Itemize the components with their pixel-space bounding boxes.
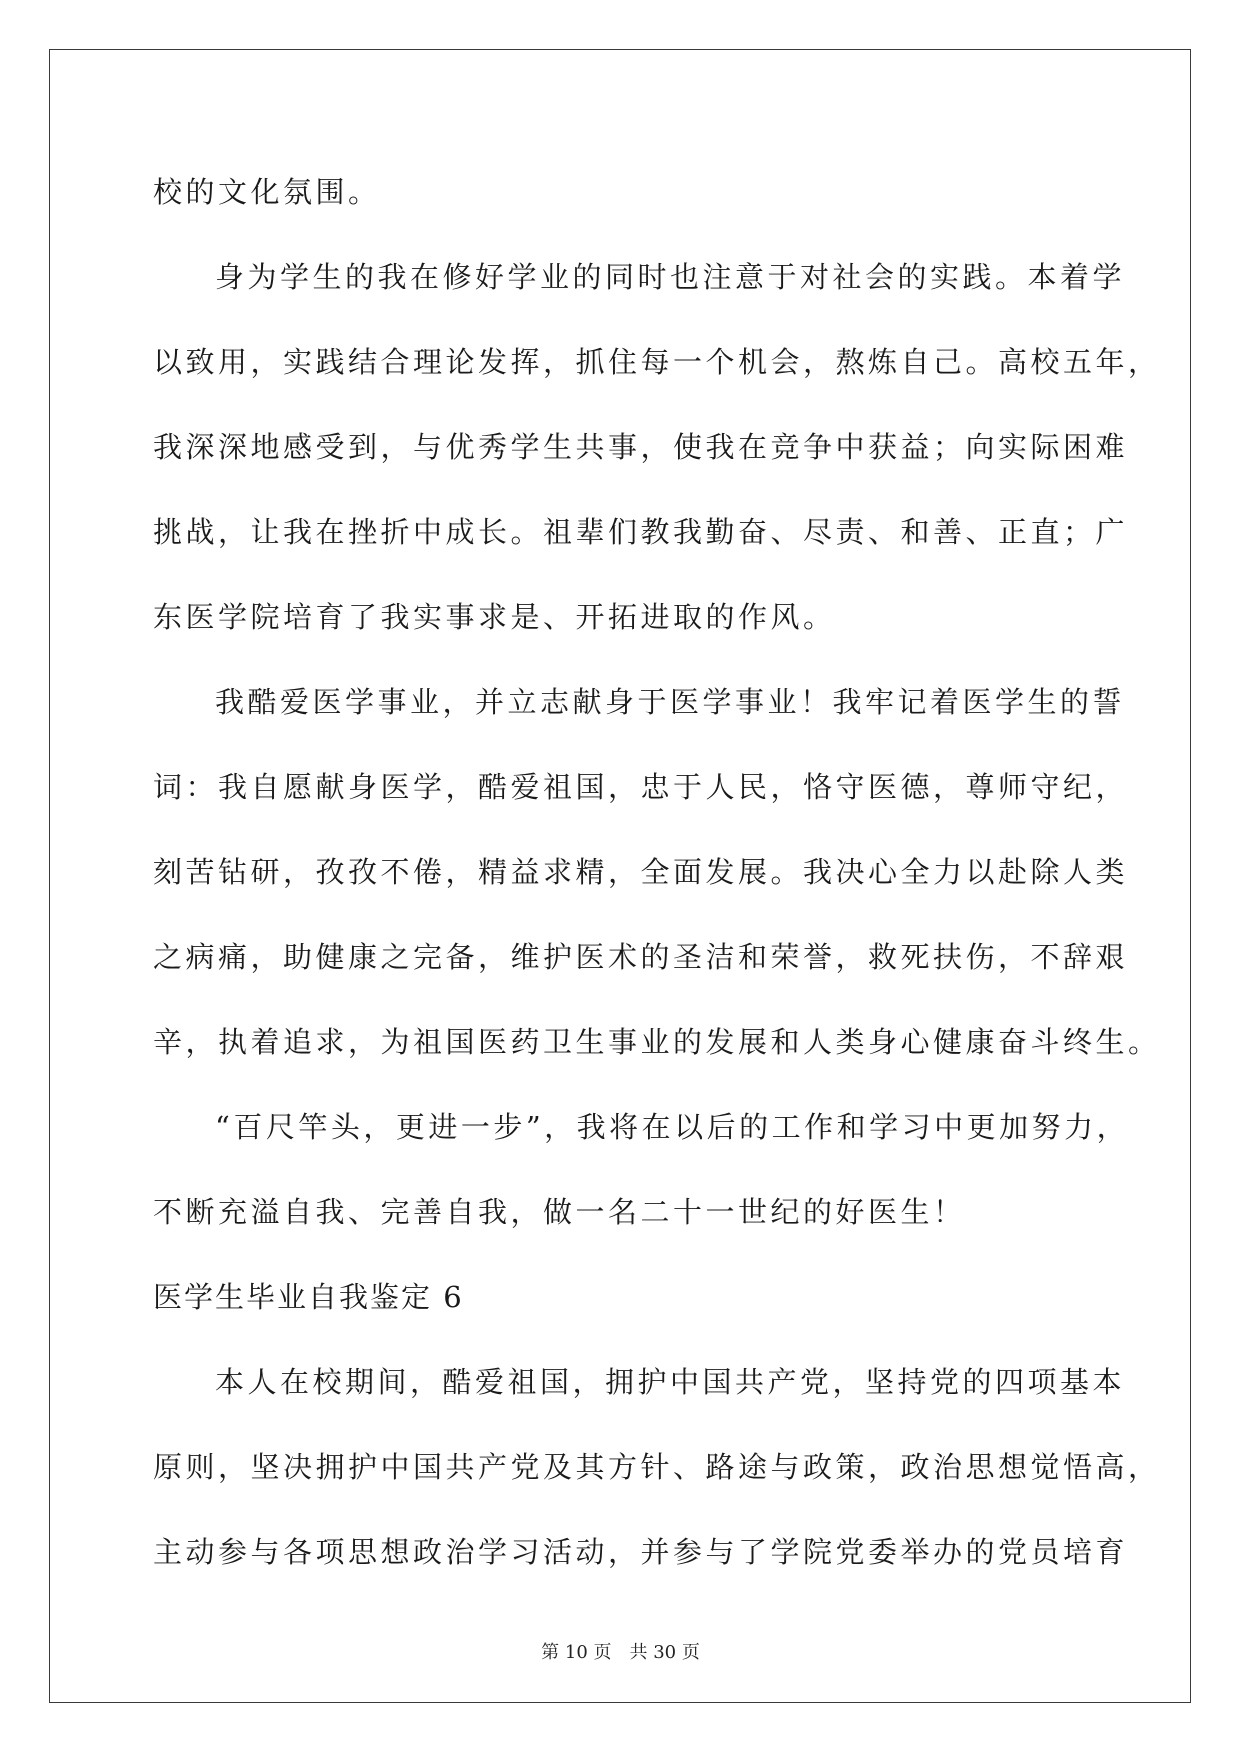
text-line: 主动参与各项思想政治学习活动，并参与了学院党委举办的党员培育: [153, 1535, 1129, 1569]
total-pages: 共 30 页: [629, 1642, 700, 1663]
text-line: 辛，执着追求，为祖国医药卫生事业的发展和人类身心健康奋斗终生。: [153, 1025, 1161, 1059]
paragraph-start: “百尺竿头，更进一步”，我将在以后的工作和学习中更加努力，: [215, 1110, 1130, 1144]
paragraph-start: 本人在校期间，酷爱祖国，拥护中国共产党，坚持党的四项基本: [215, 1365, 1126, 1399]
paragraph-start: 身为学生的我在修好学业的同时也注意于对社会的实践。本着学: [215, 260, 1126, 294]
page-footer: [0, 1638, 1241, 1664]
text-line: 词：我自愿献身医学，酷爱祖国，忠于人民，恪守医德，尊师守纪，: [153, 770, 1129, 804]
text-line: 原则，坚决拥护中国共产党及其方针、路途与政策，政治思想觉悟高，: [153, 1450, 1161, 1484]
text-line: 以致用，实践结合理论发挥，抓住每一个机会，熬炼自己。高校五年，: [153, 345, 1161, 379]
section-heading: 医学生毕业自我鉴定 6: [153, 1280, 464, 1314]
text-line: 校的文化氛围。: [153, 175, 381, 209]
text-line: 东医学院培育了我实事求是、开拓进取的作风。: [153, 600, 836, 634]
text-line: 刻苦钻研，孜孜不倦，精益求精，全面发展。我决心全力以赴除人类: [153, 855, 1129, 889]
text-line: 挑战，让我在挫折中成长。祖辈们教我勤奋、尽责、和善、正直；广: [153, 515, 1129, 549]
paragraph-start: 我酷爱医学事业，并立志献身于医学事业！我牢记着医学生的誓: [215, 685, 1126, 719]
page-number: 第 10 页: [541, 1642, 612, 1663]
text-line: 之病痛，助健康之完备，维护医术的圣洁和荣誉，救死扶伤，不辞艰: [153, 940, 1129, 974]
text-line: 我深深地感受到，与优秀学生共事，使我在竞争中获益；向实际困难: [153, 430, 1129, 464]
document-body: [153, 150, 1161, 1595]
text-line: 不断充溢自我、完善自我，做一名二十一世纪的好医生！: [153, 1195, 966, 1229]
